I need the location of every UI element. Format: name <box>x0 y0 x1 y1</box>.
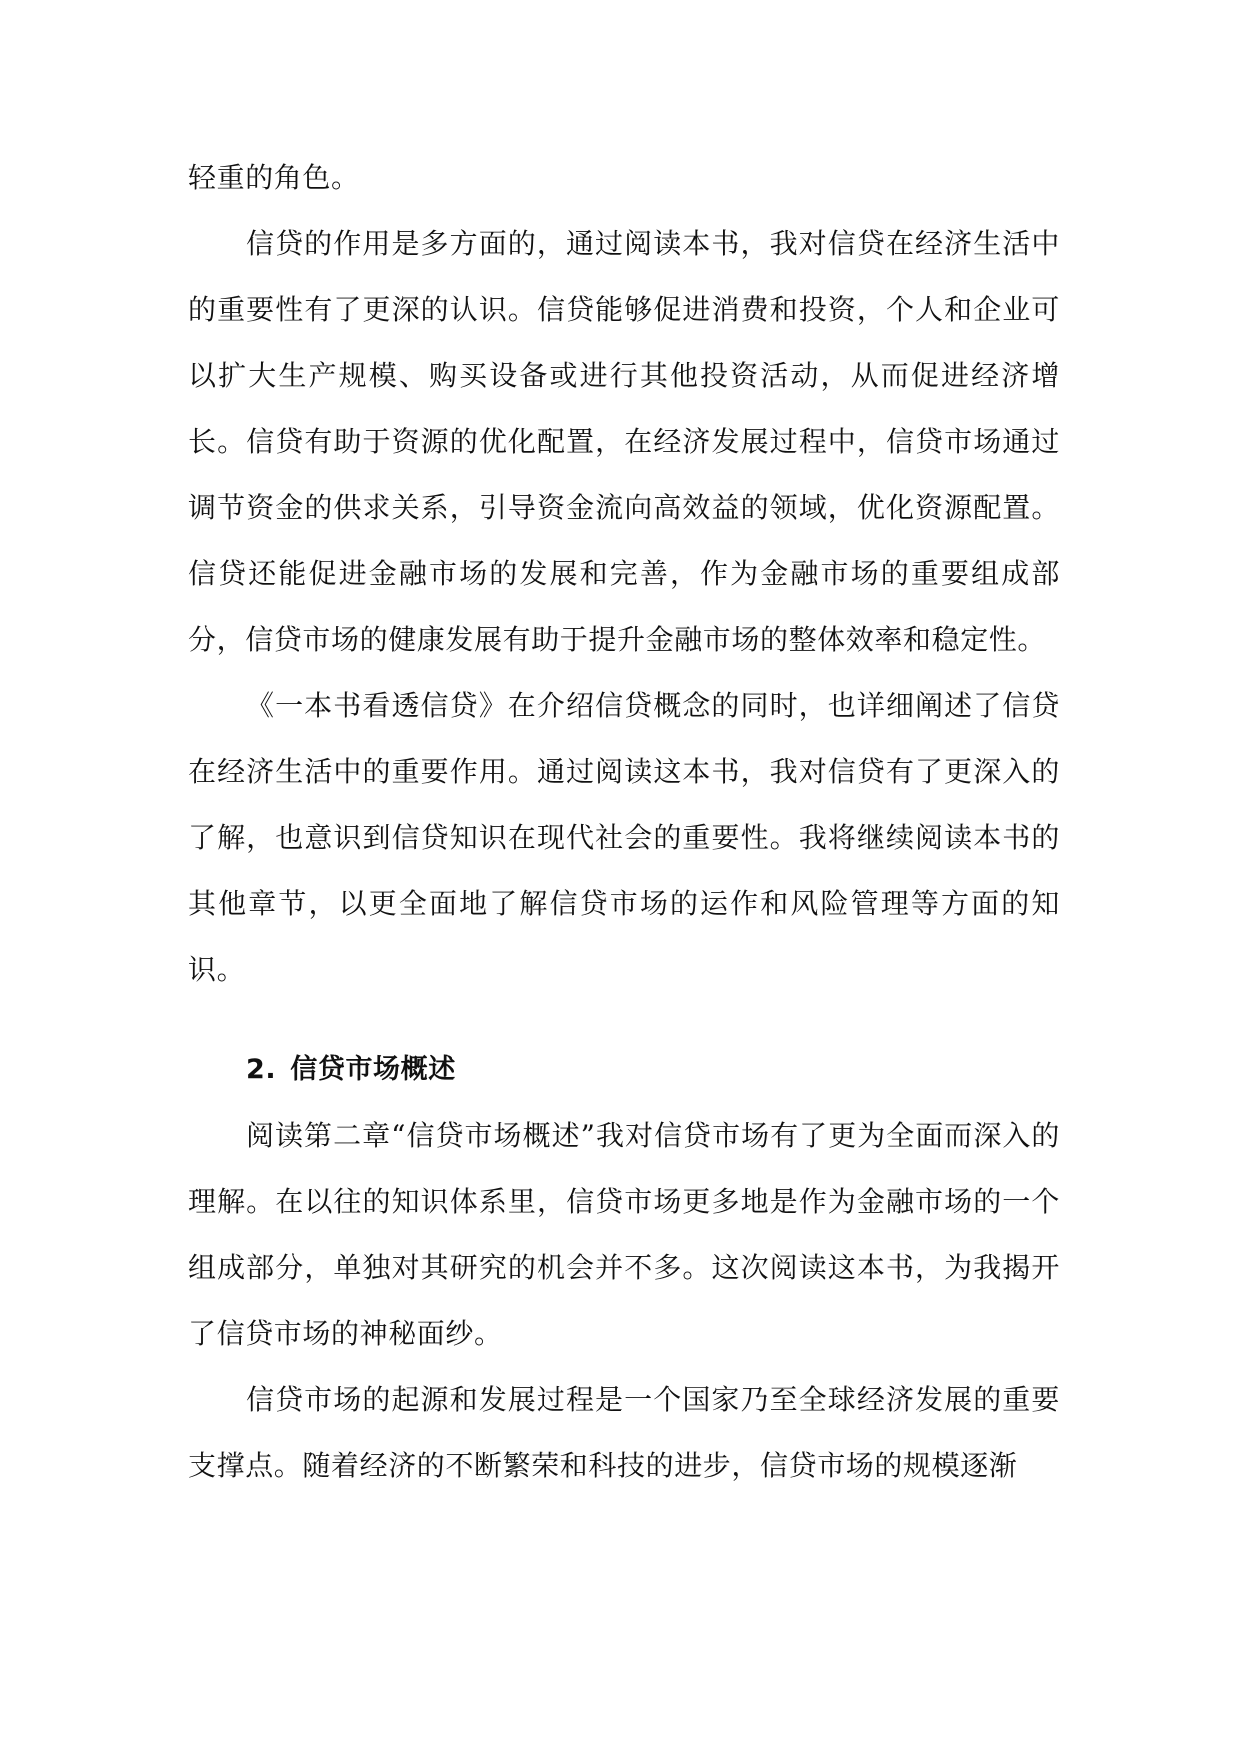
paragraph-continuation: 轻重的角色。 <box>188 161 360 194</box>
document-body <box>188 145 1060 1499</box>
paragraph-book-summary: 《一本书看透信贷》在介绍信贷概念的同时，也详细阐述了信贷在经济生活中的重要作用。通过阅读这本书，我对信贷有了更深入的了解，也意识到信贷知识在现代社会的重要性。我将继续阅读本书的其他章节，以更全面地了解信贷市场的运作和风险管理等方面的知识。 <box>188 689 1060 986</box>
section-number: 2. <box>246 1054 277 1085</box>
section-title: 信贷市场概述 <box>290 1054 456 1085</box>
paragraph-market-origin: 信贷市场的起源和发展过程是一个国家乃至全球经济发展的重要支撑点。随着经济的不断繁荣和科技的进步，信贷市场的规模逐渐 <box>188 1383 1060 1482</box>
section-heading <box>188 1037 1060 1103</box>
paragraph-credit-role: 信贷的作用是多方面的，通过阅读本书，我对信贷在经济生活中的重要性有了更深的认识。信贷能够促进消费和投资，个人和企业可以扩大生产规模、购买设备或进行其他投资活动，从而促进经济增长。信贷有助于资源的优化配置，在经济发展过程中，信贷市场通过调节资金的供求关系，引导资金流向高效益的领域，优化资源配置。信贷还能促进金融市场的发展和完善，作为金融市场的重要组成部分，信贷市场的健康发展有助于提升金融市场的整体效率和稳定性。 <box>188 227 1060 656</box>
paragraph-chapter-two-intro: 阅读第二章“信贷市场概述”我对信贷市场有了更为全面而深入的理解。在以往的知识体系里，信贷市场更多地是作为金融市场的一个组成部分，单独对其研究的机会并不多。这次阅读这本书，为我揭开了信贷市场的神秘面纱。 <box>188 1119 1060 1350</box>
